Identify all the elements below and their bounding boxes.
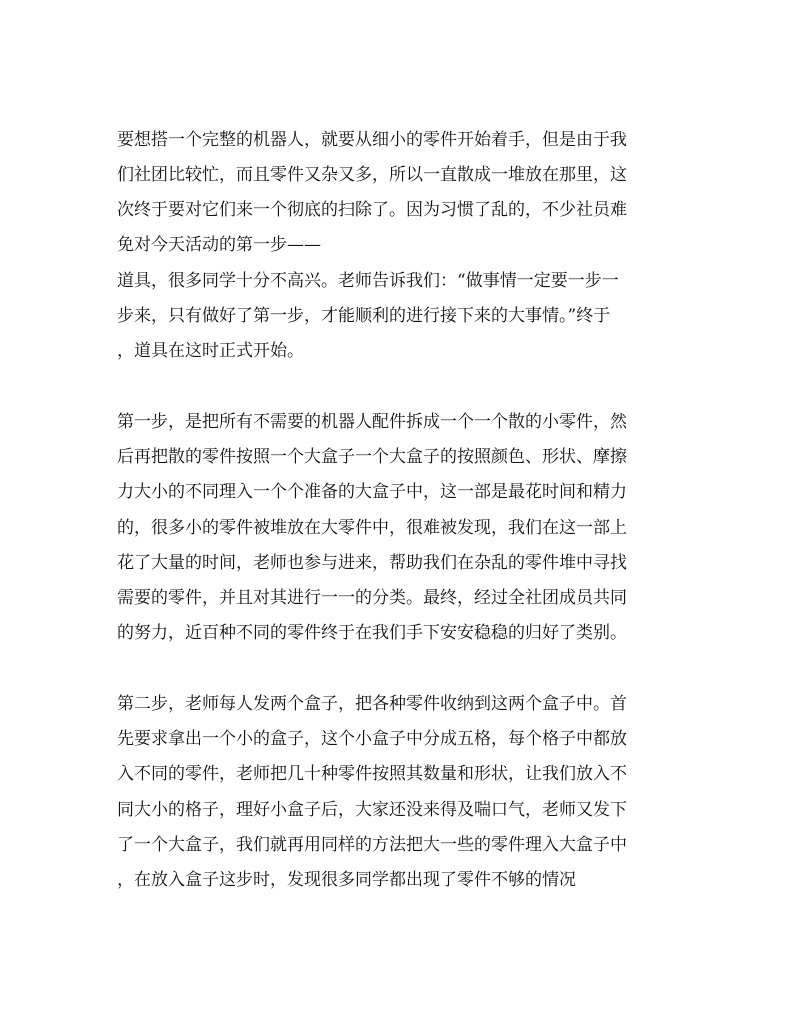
text-line: 次终于要对它们来一个彻底的扫除了。因为习惯了乱的，不少社员难 (117, 200, 627, 220)
text-line: 需要的零件，并且对其进行一一的分类。最终，经过全社团成员共同 (117, 588, 627, 608)
text-line: 花了大量的时间，老师也参与进来，帮助我们在杂乱的零件堆中寻找 (117, 553, 627, 573)
text-line: 第二步，老师每人发两个盒子，把各种零件收纳到这两个盒子中。首 (117, 694, 627, 714)
text-line: 入不同的零件，老师把几十种零件按照其数量和形状，让我们放入不 (117, 764, 627, 784)
text-line: 步来，只有做好了第一步，才能顺利的进行接下来的大事情。”终于 (117, 306, 611, 326)
text-line: 第一步，是把所有不需要的机器人配件拆成一个一个散的小零件，然 (117, 412, 627, 432)
text-line: 道具，很多同学十分不高兴。老师告诉我们：“做事情一定要一步一 (117, 271, 619, 291)
text-line: 的努力，近百种不同的零件终于在我们手下安安稳稳的归好了类别。 (117, 623, 627, 643)
text-line: ，道具在这时正式开始。 (117, 341, 304, 361)
text-line: 们社团比较忙，而且零件又杂又多，所以一直散成一堆放在那里，这 (117, 165, 627, 185)
text-line: 力大小的不同理入一个个准备的大盒子中，这一部是最花时间和精力 (117, 482, 627, 502)
text-line: 同大小的格子，理好小盒子后，大家还没来得及喘口气，老师又发下 (117, 800, 627, 820)
text-line: 了一个大盒子，我们就再用同样的方法把大一些的零件理入大盒子中 (117, 835, 627, 855)
text-line: 后再把散的零件按照一个大盒子一个大盒子的按照颜色、形状、摩擦 (117, 447, 627, 467)
text-line: 要想搭一个完整的机器人，就要从细小的零件开始着手，但是由于我 (117, 130, 627, 150)
text-line: 的，很多小的零件被堆放在大零件中，很难被发现，我们在这一部上 (117, 518, 627, 538)
text-line: 免对今天活动的第一步—— (117, 235, 321, 255)
text-line: 先要求拿出一个小的盒子，这个小盒子中分成五格，每个格子中都放 (117, 729, 627, 749)
text-line: ，在放入盒子这步时，发现很多同学都出现了零件不够的情况 (117, 870, 576, 890)
